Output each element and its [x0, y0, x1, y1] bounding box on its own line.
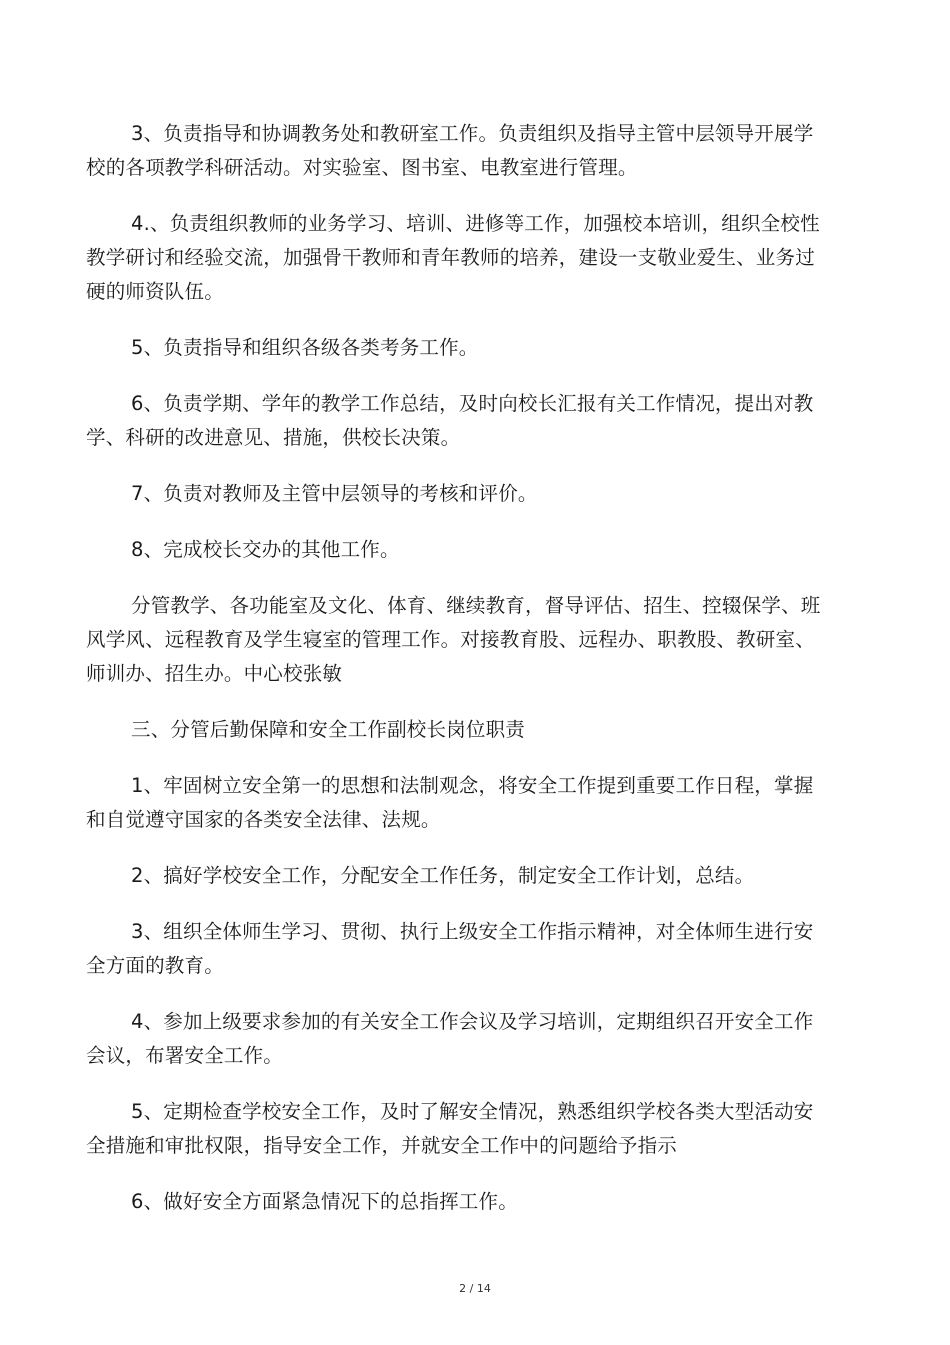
paragraph-duty-7: 7、负责对教师及主管中层领导的考核和评价。 [131, 482, 538, 505]
paragraph-safety-1: 1、牢固树立安全第一的思想和法制观念，将安全工作提到重要工作日程，掌握和自觉遵守国家的各类安全法律、法规。 [86, 774, 814, 831]
paragraph-responsibilities: 分管教学、各功能室及文化、体育、继续教育，督导评估、招生、控辍保学、班风学风、远程教育及学生寝室的管理工作。对接教育股、远程办、职教股、教研室、师训办、招生办。中心校张敏 [86, 594, 821, 685]
paragraph-safety-4: 4、参加上级要求参加的有关安全工作会议及学习培训，定期组织召开安全工作会议，布署安全工作。 [86, 1010, 814, 1067]
document-body [86, 117, 826, 1241]
paragraph-duty-4: 4.、负责组织教师的业务学习、培训、进修等工作，加强校本培训，组织全校性教学研讨和经验交流，加强骨干教师和青年教师的培养，建设一支敬业爱生、业务过硬的师资队伍。 [86, 212, 820, 303]
page-number: 2 / 14 [459, 1282, 491, 1295]
paragraph-duty-3: 3、负责指导和协调教务处和教研室工作。负责组织及指导主管中层领导开展学校的各项教学科研活动。对实验室、图书室、电教室进行管理。 [86, 122, 814, 179]
paragraph-safety-2: 2、搞好学校安全工作，分配安全工作任务，制定安全工作计划，总结。 [131, 864, 755, 887]
paragraph-duty-6: 6、负责学期、学年的教学工作总结，及时向校长汇报有关工作情况，提出对教学、科研的改进意见、措施，供校长决策。 [86, 392, 814, 449]
paragraph-duty-5: 5、负责指导和组织各级各类考务工作。 [131, 336, 479, 359]
paragraph-duty-8: 8、完成校长交办的其他工作。 [131, 538, 400, 561]
paragraph-safety-5: 5、定期检查学校安全工作，及时了解安全情况，熟悉组织学校各类大型活动安全措施和审批权限，指导安全工作，并就安全工作中的问题给予指示 [86, 1100, 814, 1157]
paragraph-safety-3: 3、组织全体师生学习、贯彻、执行上级安全工作指示精神，对全体师生进行安全方面的教育。 [86, 920, 814, 977]
section-heading: 三、分管后勤保障和安全工作副校长岗位职责 [131, 718, 526, 741]
paragraph-safety-6: 6、做好安全方面紧急情况下的总指挥工作。 [131, 1190, 518, 1213]
